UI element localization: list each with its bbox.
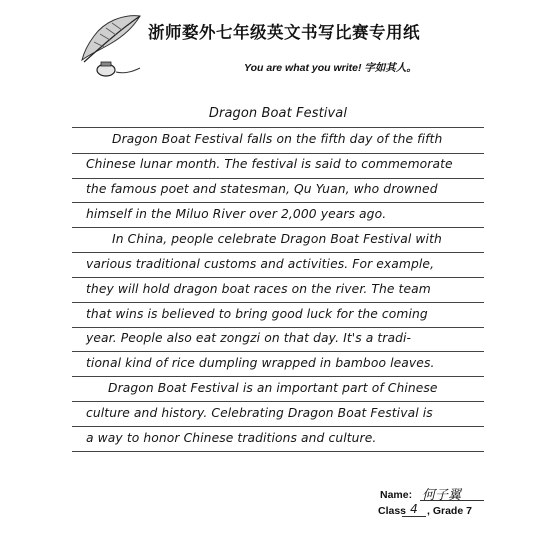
ruled-line	[72, 227, 484, 228]
essay-line: a way to honor Chinese traditions and culture.	[86, 431, 377, 445]
student-name-signature: 何子翼	[420, 484, 484, 501]
essay-heading: Dragon Boat Festival	[208, 106, 348, 121]
ruled-line	[72, 302, 484, 303]
ruled-line	[72, 426, 484, 427]
class-label: Class	[378, 505, 407, 517]
ruled-line	[72, 153, 484, 154]
grade-label: , Grade 7	[427, 505, 472, 517]
ruled-line	[72, 202, 484, 203]
essay-line: tional kind of rice dumpling wrapped in bamboo leaves.	[86, 356, 435, 370]
essay-line: Dragon Boat Festival falls on the fifth day of the fifth	[112, 132, 443, 146]
ruled-line	[72, 327, 484, 328]
ruled-line	[72, 401, 484, 402]
essay-line: culture and history. Celebrating Dragon Boat Festival is	[86, 406, 433, 420]
name-label: Name:	[380, 489, 413, 501]
ruled-line	[72, 127, 484, 128]
class-number: 4	[402, 502, 426, 517]
ruled-line	[72, 351, 484, 352]
sheet-motto: You are what you write! 字如其人。	[244, 62, 417, 74]
ruled-line	[72, 376, 484, 377]
essay-line: the famous poet and statesman, Qu Yuan, who drowned	[86, 182, 438, 196]
essay-line: himself in the Miluo River over 2,000 years ago.	[86, 207, 387, 221]
ruled-line	[72, 277, 484, 278]
sheet-title: 浙师婺外七年级英文书写比赛专用纸	[148, 23, 420, 42]
essay-line: various traditional customs and activities. For example,	[86, 257, 435, 271]
essay-line: Chinese lunar month. The festival is said to commemorate	[86, 157, 453, 171]
essay-line: year. People also eat zongzi on that day. It's a tradi-	[86, 331, 412, 345]
essay-line: they will hold dragon boat races on the river. The team	[86, 282, 431, 296]
ruled-line	[72, 252, 484, 253]
ruled-line	[72, 178, 484, 179]
essay-line: Dragon Boat Festival is an important part of Chinese	[108, 381, 438, 395]
essay-line: that wins is believed to bring good luck for the coming	[86, 307, 428, 321]
essay-line: In China, people celebrate Dragon Boat Festival with	[112, 232, 442, 246]
ruled-line	[72, 451, 484, 452]
quill-inkpot-logo	[70, 10, 144, 82]
